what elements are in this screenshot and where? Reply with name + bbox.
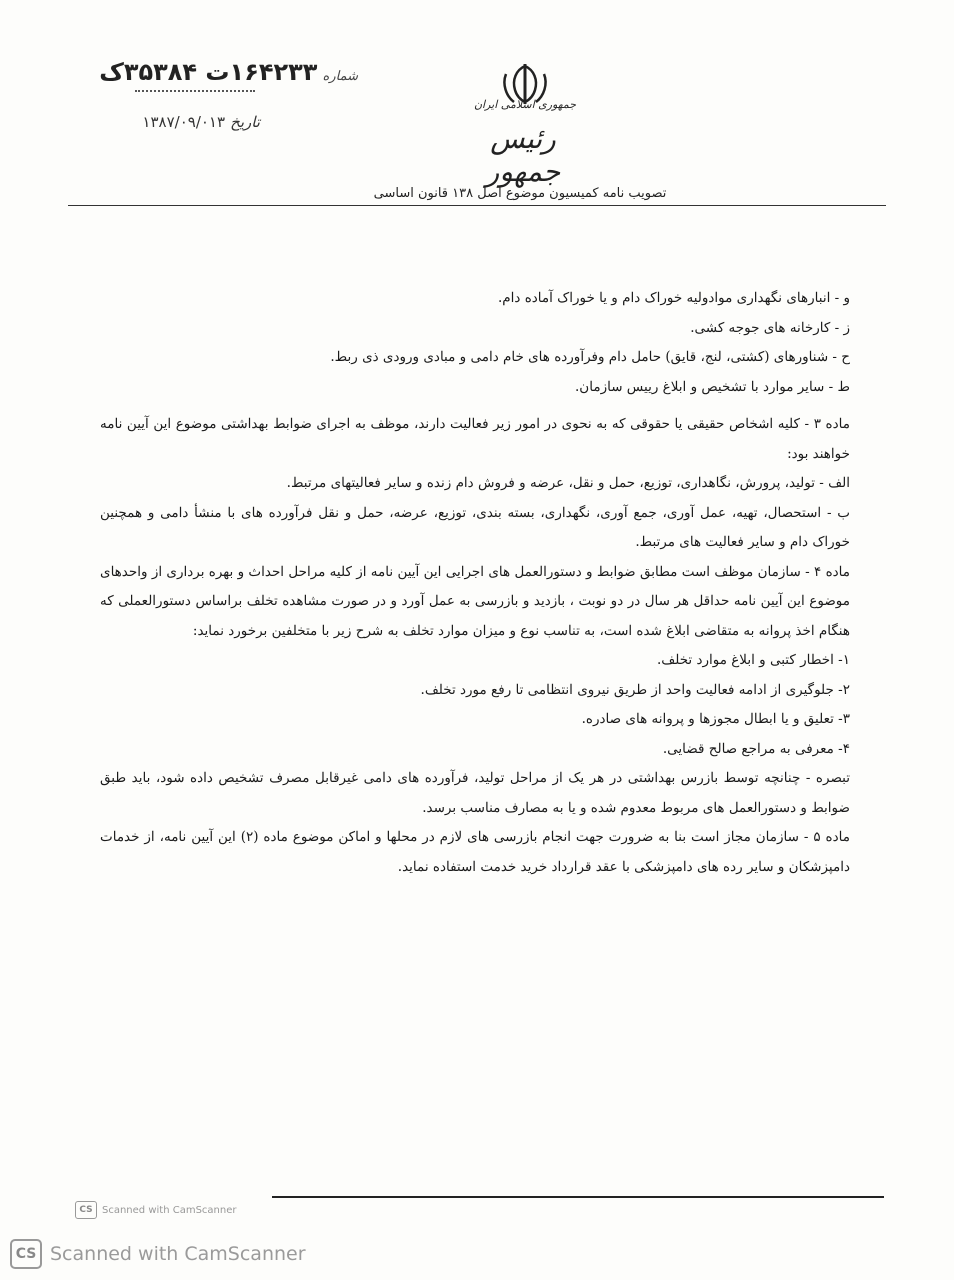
clause-he: ح - شناورهای (کشتی، لنج، قایق) حامل دام وفرآورده های خام دامی و مبادی ورودی ذی ربط.	[330, 349, 850, 365]
article-4-item-4: ۴- معرفی به مراجع صالح قضایی.	[662, 740, 850, 757]
article-3-be: ب - استحصال، تهیه، عمل آوری، جمع آوری، نگهداری، بسته بندی، توزیع، عرضه، حمل و نقل فرآورده های با منشأ دامی و همچنین خوراک دام و سایر فعالیت های مرتبط.	[100, 504, 850, 550]
camscanner-text-small: Scanned with CamScanner	[102, 1204, 237, 1216]
clause-ze: ز - کارخانه های جوجه کشی.	[690, 319, 850, 336]
footer-divider	[272, 1196, 884, 1198]
camscanner-watermark-small	[75, 1200, 237, 1220]
article-4-item-2: ۲- جلوگیری از ادامه فعالیت واحد از طریق نیروی انتظامی تا رفع مورد تخلف.	[420, 681, 850, 698]
number-value: ۱۶۴۲۳۳ت ۳۵۳۸۴ک	[99, 58, 318, 86]
camscanner-text: Scanned with CamScanner	[50, 1243, 306, 1265]
document-body	[100, 284, 850, 882]
clause-vav: و - انبارهای نگهداری موادولیه خوراک دام و یا خوراک آماده دام.	[497, 290, 850, 306]
document-heading: تصویب نامه کمیسیون موضوع اصل ۱۳۸ قانون اساسی	[373, 186, 667, 201]
camscanner-logo-icon: CS	[75, 1201, 97, 1219]
article-5: ماده ۵ - سازمان مجاز است بنا به ضرورت جهت انجام بازرسی های لازم در محلها و اماکن موضوع ماده (۲) این آیین نامه، از خدمات دامپزشکان و سایر رده های دامپزشکی با عقد قرارداد خرید خدمت استفاده نماید.	[100, 829, 850, 875]
date-value: ۱۳۸۷/۰۹/۰۱۳	[142, 113, 226, 131]
article-3: ماده ۳ - کلیه اشخاص حقیقی یا حقوقی که به نحوی در امور زیر فعالیت دارند، موظف به اجرای ضوابط بهداشتی موضوع این آیین نامه خواهند بود:	[100, 416, 850, 462]
camscanner-watermark	[10, 1238, 306, 1270]
date-label: تاریخ	[230, 113, 260, 131]
letter-number	[98, 58, 358, 86]
number-dotted-line	[135, 90, 255, 92]
note-tabsare: تبصره - چنانچه توسط بازرس بهداشتی در هر یک از مراحل تولید، فرآورده های دامی غیرقابل مصرف تشخیص داده شود، باید طبق ضوابط و دستورالعمل های مربوط معدوم شده و یا به مصارف مناسب برسد.	[100, 770, 850, 816]
header-divider	[68, 205, 886, 206]
number-label: شماره	[322, 69, 358, 84]
article-4-item-1: ۱- اخطار کتبی و ابلاغ موارد تخلف.	[656, 652, 850, 668]
letter-date	[100, 112, 260, 131]
article-3-alef: الف - تولید، پرورش، نگاهداری، توزیع، حمل و نقل، عرضه و فروش دام زنده و سایر فعالیتهای مرتبط.	[286, 475, 850, 491]
clause-ta: ط - سایر موارد با تشخیص و ابلاغ رییس سازمان.	[575, 378, 850, 395]
camscanner-logo-icon-large: CS	[10, 1239, 42, 1269]
article-4: ماده ۴ - سازمان موظف است مطابق ضوابط و دستورالعمل های اجرایی این آیین نامه از کلیه مراحل احداث و بهره برداری از واحدهای موضوع این آیین نامه حداقل هر سال در دو نوبت ، بازدید و بازرسی به عمل آورد و در صورت مشاهده تخلف براساس دستورالعملی که هنگام اخذ پروانه به متقاضی ابلاغ شده است، به تناسب نوع و میزان موارد تخلف به شرح زیر با متخلفین برخورد نماید:	[100, 563, 850, 639]
letterhead-country: جمهوری اسلامی ایران	[473, 98, 577, 111]
letterhead-office: رئیس جمهور	[485, 122, 561, 188]
article-4-item-3: ۳- تعلیق و یا ابطال مجوزها و پروانه های صادره.	[581, 711, 850, 727]
